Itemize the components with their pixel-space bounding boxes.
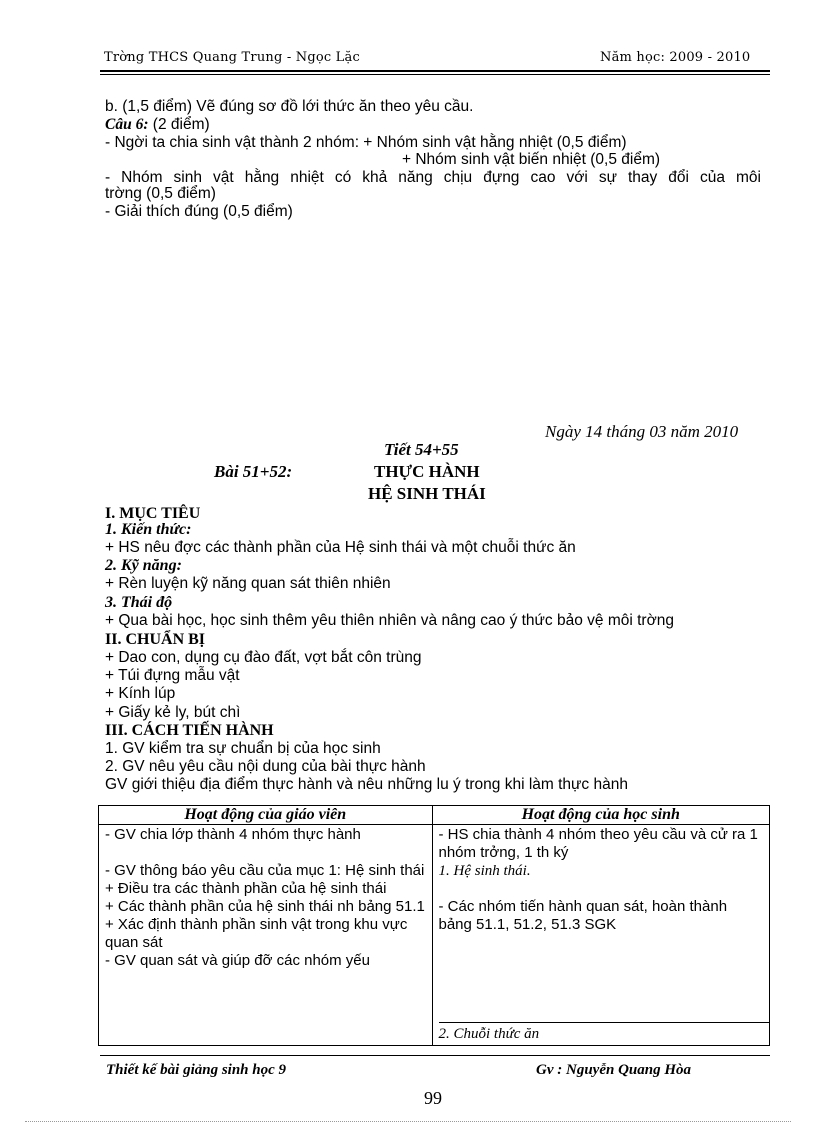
teacher-activity: - GV thông báo yêu cầu của mục 1: Hệ sinh thái — [105, 862, 425, 879]
teacher-activity: - GV quan sát và giúp đỡ các nhóm yếu — [105, 952, 370, 969]
answer-line: - Ngời ta chia sinh vật thành 2 nhóm: + Nhóm sinh vật hằng nhiệt (0,5 điểm) — [105, 134, 627, 151]
activity-table — [98, 805, 770, 1046]
procedure-item: 1. GV kiểm tra sự chuẩn bị của học sinh — [105, 740, 381, 757]
answer-line: + Nhóm sinh vật biến nhiệt (0,5 điểm) — [402, 151, 661, 168]
knowledge-text: + HS nêu đợc các thành phần của Hệ sinh thái và một chuỗi thức ăn — [105, 539, 576, 556]
answer-line: trờng (0,5 điểm) — [105, 185, 216, 202]
teacher-activity: + Xác định thành phần sinh vật trong khu vực quan sát — [105, 916, 408, 951]
cau6-line — [105, 116, 210, 134]
header-rule-thin — [100, 74, 770, 75]
page-number: 99 — [424, 1088, 442, 1108]
cau6-label: Câu 6: — [105, 116, 149, 133]
answer-b-line: b. (1,5 điểm) Vẽ đúng sơ đồ lới thức ăn theo yêu cầu. — [105, 98, 474, 115]
answer-line: - Nhóm sinh vật hằng nhiệt có khả năng chịu đựng cao với sự thay đổi của môi — [105, 169, 761, 186]
lesson-title-line1: THỰC HÀNH — [374, 462, 480, 481]
skills-text: + Rèn luyện kỹ năng quan sát thiên nhiên — [105, 575, 391, 592]
teacher-activity: + Điều tra các thành phần của hệ sinh thái — [105, 880, 387, 897]
procedure-item: 2. GV nêu yêu cầu nội dung của bài thực hành — [105, 758, 426, 775]
header-rule — [100, 70, 770, 72]
footer-rule — [100, 1055, 770, 1056]
knowledge-label: 1. Kiến thức: — [105, 521, 192, 538]
prep-item: + Kính lúp — [105, 685, 176, 702]
procedure-item: GV giới thiệu địa điểm thực hành và nêu những lu ý trong khi làm thực hành — [105, 776, 628, 793]
lesson-number: Bài 51+52: — [214, 462, 293, 481]
cau6-points: (2 điểm) — [148, 116, 210, 133]
answer-line: - Giải thích đúng (0,5 điểm) — [105, 203, 293, 220]
section-procedure-title: III. CÁCH TIẾN HÀNH — [105, 722, 274, 739]
prep-item: + Túi đựng mẫu vật — [105, 667, 240, 684]
attitude-text: + Qua bài học, học sinh thêm yêu thiên nhiên và nâng cao ý thức bảo vệ môi trờng — [105, 612, 674, 629]
header-school: Trờng THCS Quang Trung - Ngọc Lặc — [104, 50, 360, 65]
page-bottom-dotted-line — [25, 1121, 791, 1122]
teacher-column-header: Hoạt động của giáo viên — [99, 806, 433, 825]
footer-author: Gv : Nguyễn Quang Hòa — [536, 1062, 692, 1078]
teacher-activities-cell — [99, 825, 433, 1046]
student-activity-heading: 1. Hệ sinh thái. — [438, 863, 531, 879]
student-activities-cell — [432, 825, 770, 1046]
student-column-header: Hoạt động của học sinh — [432, 806, 770, 825]
lesson-period: Tiết 54+55 — [384, 440, 459, 459]
student-activity: - HS chia thành 4 nhóm theo yêu cầu và cử ra 1 nhóm trởng, 1 th ký — [438, 826, 758, 861]
prep-item: + Dao con, dụng cụ đào đất, vợt bắt côn trùng — [105, 649, 422, 666]
header-school-year: Năm học: 2009 - 2010 — [600, 50, 751, 65]
skills-label: 2. Kỹ năng: — [105, 557, 182, 574]
teacher-activity: - GV chia lớp thành 4 nhóm thực hành — [105, 826, 361, 843]
student-activity: - Các nhóm tiến hành quan sát, hoàn thành bảng 51.1, 51.2, 51.3 SGK — [438, 898, 728, 933]
lesson-date: Ngày 14 tháng 03 năm 2010 — [545, 422, 739, 441]
attitude-label: 3. Thái độ — [105, 594, 173, 611]
section-objectives-title: I. MỤC TIÊU — [105, 505, 201, 522]
prep-item: + Giấy kẻ ly, bút chì — [105, 704, 241, 721]
teacher-activity: + Các thành phần của hệ sinh thái nh bảng 51.1 — [105, 898, 425, 915]
student-activity-heading: 2. Chuỗi thức ăn — [439, 1022, 770, 1043]
section-preparation-title: II. CHUẨN BỊ — [105, 631, 206, 648]
table-header-row — [99, 806, 770, 825]
lesson-title-line2: HỆ SINH THÁI — [368, 484, 486, 503]
footer-title: Thiết kế bài giảng sinh học 9 — [106, 1062, 287, 1078]
table-row — [99, 825, 770, 1046]
